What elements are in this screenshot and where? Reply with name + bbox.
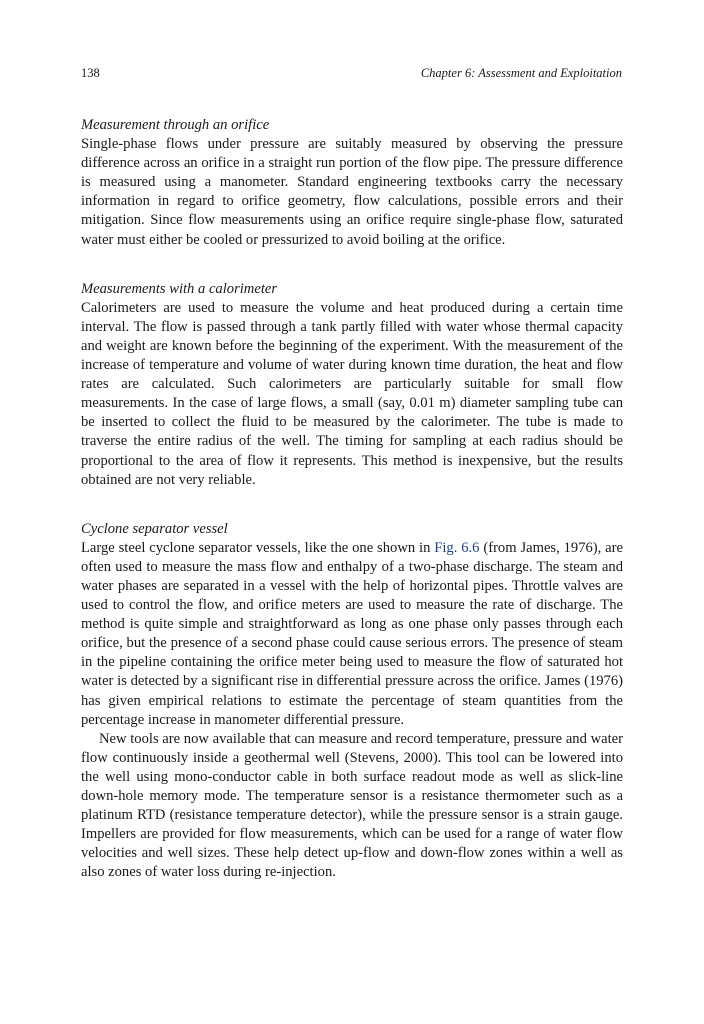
section-heading: Measurement through an orifice <box>81 117 270 133</box>
paragraph: Calorimeters are used to measure the volume and heat produced during a certain time interval. The flow is passed through a tank partly filled with water whose thermal capacity and weight are known before the beginning of the experiment. With the measurement of the increase of temperature and volume of water during known time duration, the heat and flow rates are calculated. Such calorimeters are particularly suitable for small flow measurements. In the case of large flows, a small (say, 0.01 m) diameter sampling tube can be inserted to collect the fluid to be measured by the calorimeter. The tube is made to traverse the entire radius of the well. The timing for sampling at each radius should be proportional to the area of flow it represents. This method is inexpensive, but the results obtained are not very reliable. <box>81 299 623 488</box>
figure-reference-link[interactable]: Fig. 6.6 <box>434 539 480 556</box>
page-number: 138 <box>81 66 100 80</box>
paragraph: New tools are now available that can measure and record temperature, pressure and water flow continuously inside a geothermal well (Stevens, 2000). This tool can be lowered into the well using mono-conductor cable in both surface readout mode as well as slick-line down-hole memory mode. The temperature sensor is a resistance thermometer such as a platinum RTD (resistance temperature detector), while the pressure sensor is a strain gauge. Impellers are provided for flow measurements, which can be used for a range of water flow velocities and well sizes. These help detect up-flow and down-flow zones within a well as also zones of water loss during re-injection. <box>81 730 623 881</box>
section-cyclone <box>81 520 623 883</box>
running-head: Chapter 6: Assessment and Exploitation <box>420 66 622 80</box>
paragraph: Single-phase flows under pressure are suitably measured by observing the pressure difference across an orifice in a straight run portion of the flow pipe. The pressure difference is measured using a manometer. Standard engineering textbooks carry the necessary information in regard to orifice geometry, flow calculations, possible errors and their mitigation. Since flow measurements using an orifice require single-phase flow, saturated water must either be cooled or pressurized to avoid boiling at the orifice. <box>81 136 623 248</box>
section-calorimeter <box>81 280 623 490</box>
paragraph-text: (from James, 1976), are often used to measure the mass flow and enthalpy of a two-phase discharge. The steam and water phases are separated in a vessel with the help of horizontal pipes. Throttle valves are used to control the flow, and orifice meters are used to measure the rate of discharge. The method is quite simple and straightforward as long as one phase only passes through each orifice, but the presence of a second phase could cause serious errors. The presence of steam in the pipeline containing the orifice meter being used to measure the flow of saturated hot water is detected by a significant rise in differential pressure across the orifice. James (1976) has given empirical relations to estimate the percentage of steam quantities from the percentage increase in manometer differential pressure. <box>81 539 623 728</box>
paragraph-text: Large steel cyclone separator vessels, like the one shown in <box>81 539 435 556</box>
section-heading: Measurements with a calorimeter <box>81 280 278 297</box>
section-orifice <box>81 116 623 250</box>
page-body <box>81 116 623 912</box>
paragraph <box>81 539 623 730</box>
section-heading: Cyclone separator vessel <box>81 520 228 537</box>
